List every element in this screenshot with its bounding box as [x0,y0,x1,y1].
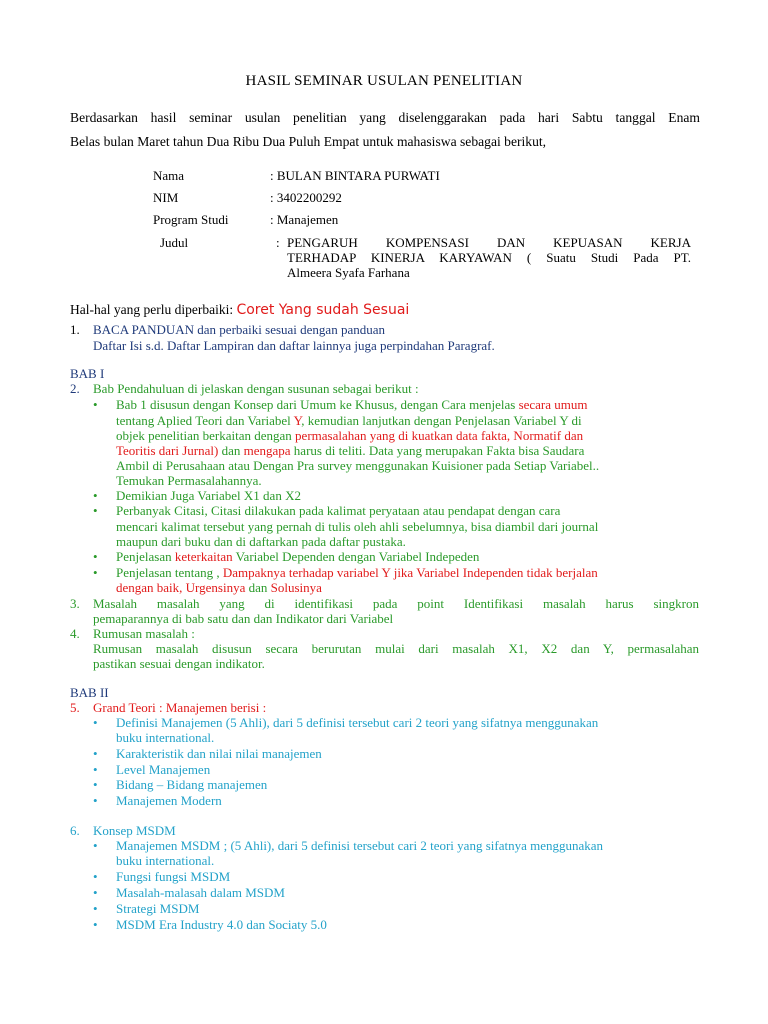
perbaikan-label: Hal-hal yang perlu diperbaiki: [70,302,234,317]
prodi-label: Program Studi [153,212,229,227]
bullet-icon: • [93,901,98,916]
bab-1-heading: BAB I [70,366,105,381]
item-3-line-2: pemaparannya di bab satu dan dan Indikator dari Variabel [93,611,394,626]
bab2-c4: Strategi MSDM [116,901,200,916]
judul-label: Judul [160,235,189,250]
bullet-icon: • [93,885,98,900]
bab1-b2: Demikian Juga Variabel X1 dan X2 [116,488,301,503]
prodi-value: : Manajemen [270,212,339,227]
nama-label: Nama [153,168,185,183]
bab2-c1-line-2: buku international. [116,853,215,868]
bab1-b3-line-1: Perbanyak Citasi, Citasi dilakukan pada kalimat peryataan atau pendapat dengan cara [116,503,561,518]
judul-line-1: PENGARUH KOMPENSASI DAN KEPUASAN KERJA [287,235,691,250]
intro-line-1: Berdasarkan hasil seminar usulan penelitian yang diselenggarakan pada hari Sabtu tanggal Enam [70,110,700,125]
judul-colon: : [276,235,280,250]
bab1-b3-line-2: mencari kalimat tersebut yang pernah di tulis oleh ahli sebelumnya, bisa diambil dari journal [116,519,599,534]
intro-line-2: Belas bulan Maret tahun Dua Ribu Dua Puluh Empat untuk mahasiswa sebagai berikut, [70,134,547,149]
item-1-number: 1. [70,322,80,337]
bab1-b1-line-4: Teoritis dari Jurnal) dan mengapa harus di teliti. Data yang merupakan Fakta bisa Saudara [116,443,585,458]
perbaikan-heading [70,302,409,318]
bab1-b5-line-1: Penjelasan tentang , Dampaknya terhadap variabel Y jika Variabel Independen tidak berjalan [116,565,598,580]
item-4-number: 4. [70,626,80,641]
judul-line-2: TERHADAP KINERJA KARYAWAN ( Suatu Studi Pada PT. [287,250,691,265]
bab2-c3: Masalah-malasah dalam MSDM [116,885,285,900]
bab2-b3: Level Manajemen [116,762,211,777]
bab2-c5: MSDM Era Industry 4.0 dan Sociaty 5.0 [116,917,327,932]
bab1-b4: Penjelasan keterkaitan Variabel Dependen dengan Variabel Indepeden [116,549,480,564]
item-5-number: 5. [70,700,80,715]
bab1-b1-line-2: tentang Aplied Teori dan Variabel Y, kemudian lanjutkan dengan Penjelasan Variabel Y di [116,413,582,428]
bab2-b2: Karakteristik dan nilai nilai manajemen [116,746,322,761]
bab2-b5: Manajemen Modern [116,793,222,808]
bab1-b1-line-3: objek penelitian berkaitan dengan permasalahan yang di kuatkan data fakta, Normatif dan [116,428,584,443]
item-6-number: 6. [70,823,80,838]
bab1-b1-line-5: Ambil di Perusahaan atau Dengan Pra survey menggunakan Kuisioner pada Setiap Variabel.. [116,458,600,473]
bab1-b1-line-6: Temukan Permasalahannya. [116,473,262,488]
bullet-icon: • [93,565,98,580]
bab1-b5-line-2: dengan baik, Urgensinya dan Solusinya [116,580,322,595]
item-5-text: Grand Teori : Manajemen berisi : [93,700,267,715]
bab2-b1-line-2: buku international. [116,730,215,745]
bab2-b4: Bidang – Bidang manajemen [116,777,268,792]
item-1-line-2: Daftar Isi s.d. Daftar Lampiran dan daftar lainnya juga perpindahan Paragraf. [93,338,495,353]
bab2-c1-line-1: Manajemen MSDM ; (5 Ahli), dari 5 definisi tersebut cari 2 teori yang sifatnya menggunakan [116,838,604,853]
bab1-b3-line-3: maupun dari buku dan di daftarkan pada daftar pustaka. [116,534,406,549]
baca-panduan: BACA PANDUAN [93,322,195,337]
bullet-icon: • [93,777,98,792]
judul-line-3: Almeera Syafa Farhana [287,265,410,280]
bullet-icon: • [93,715,98,730]
nim-label: NIM [153,190,179,205]
coret-note: Coret Yang sudah Sesuai [236,302,410,318]
bab2-c2: Fungsi fungsi MSDM [116,869,231,884]
item-4-line-3: pastikan sesuai dengan indikator. [93,656,265,671]
bullet-icon: • [93,869,98,884]
bab2-b1-line-1: Definisi Manajemen (5 Ahli), dari 5 definisi tersebut cari 2 teori yang sifatnya menggunakan [116,715,599,730]
page-title: HASIL SEMINAR USULAN PENELITIAN [245,73,523,89]
nama-value: : BULAN BINTARA PURWATI [270,168,440,183]
bullet-icon: • [93,838,98,853]
bullet-icon: • [93,762,98,777]
item-3-line-1: Masalah masalah yang di identifikasi pada point Identifikasi masalah harus singkron [93,596,699,611]
bullet-icon: • [93,549,98,564]
item-6-text: Konsep MSDM [93,823,176,838]
item-3-number: 3. [70,596,80,611]
item-2-number: 2. [70,381,80,396]
item-4-line-2: Rumusan masalah disusun secara berurutan mulai dari masalah X1, X2 dan Y, permasalahan [93,641,699,656]
bab1-b1-line-1: Bab 1 disusun dengan Konsep dari Umum ke Khusus, dengan Cara menjelas secara umum [116,397,588,412]
nim-value: : 3402200292 [270,190,342,205]
item-4-line-1: Rumusan masalah : [93,626,195,641]
bullet-icon: • [93,746,98,761]
bullet-icon: • [93,503,98,518]
item-2-text: Bab Pendahuluan di jelaskan dengan susunan sebagai berikut : [93,381,419,396]
bullet-icon: • [93,397,98,412]
bullet-icon: • [93,793,98,808]
bab-2-heading: BAB II [70,685,109,700]
item-1-line-1 [93,322,385,338]
item-1-text: dan perbaiki sesuai dengan panduan [194,322,385,337]
bullet-icon: • [93,917,98,932]
bullet-icon: • [93,488,98,503]
